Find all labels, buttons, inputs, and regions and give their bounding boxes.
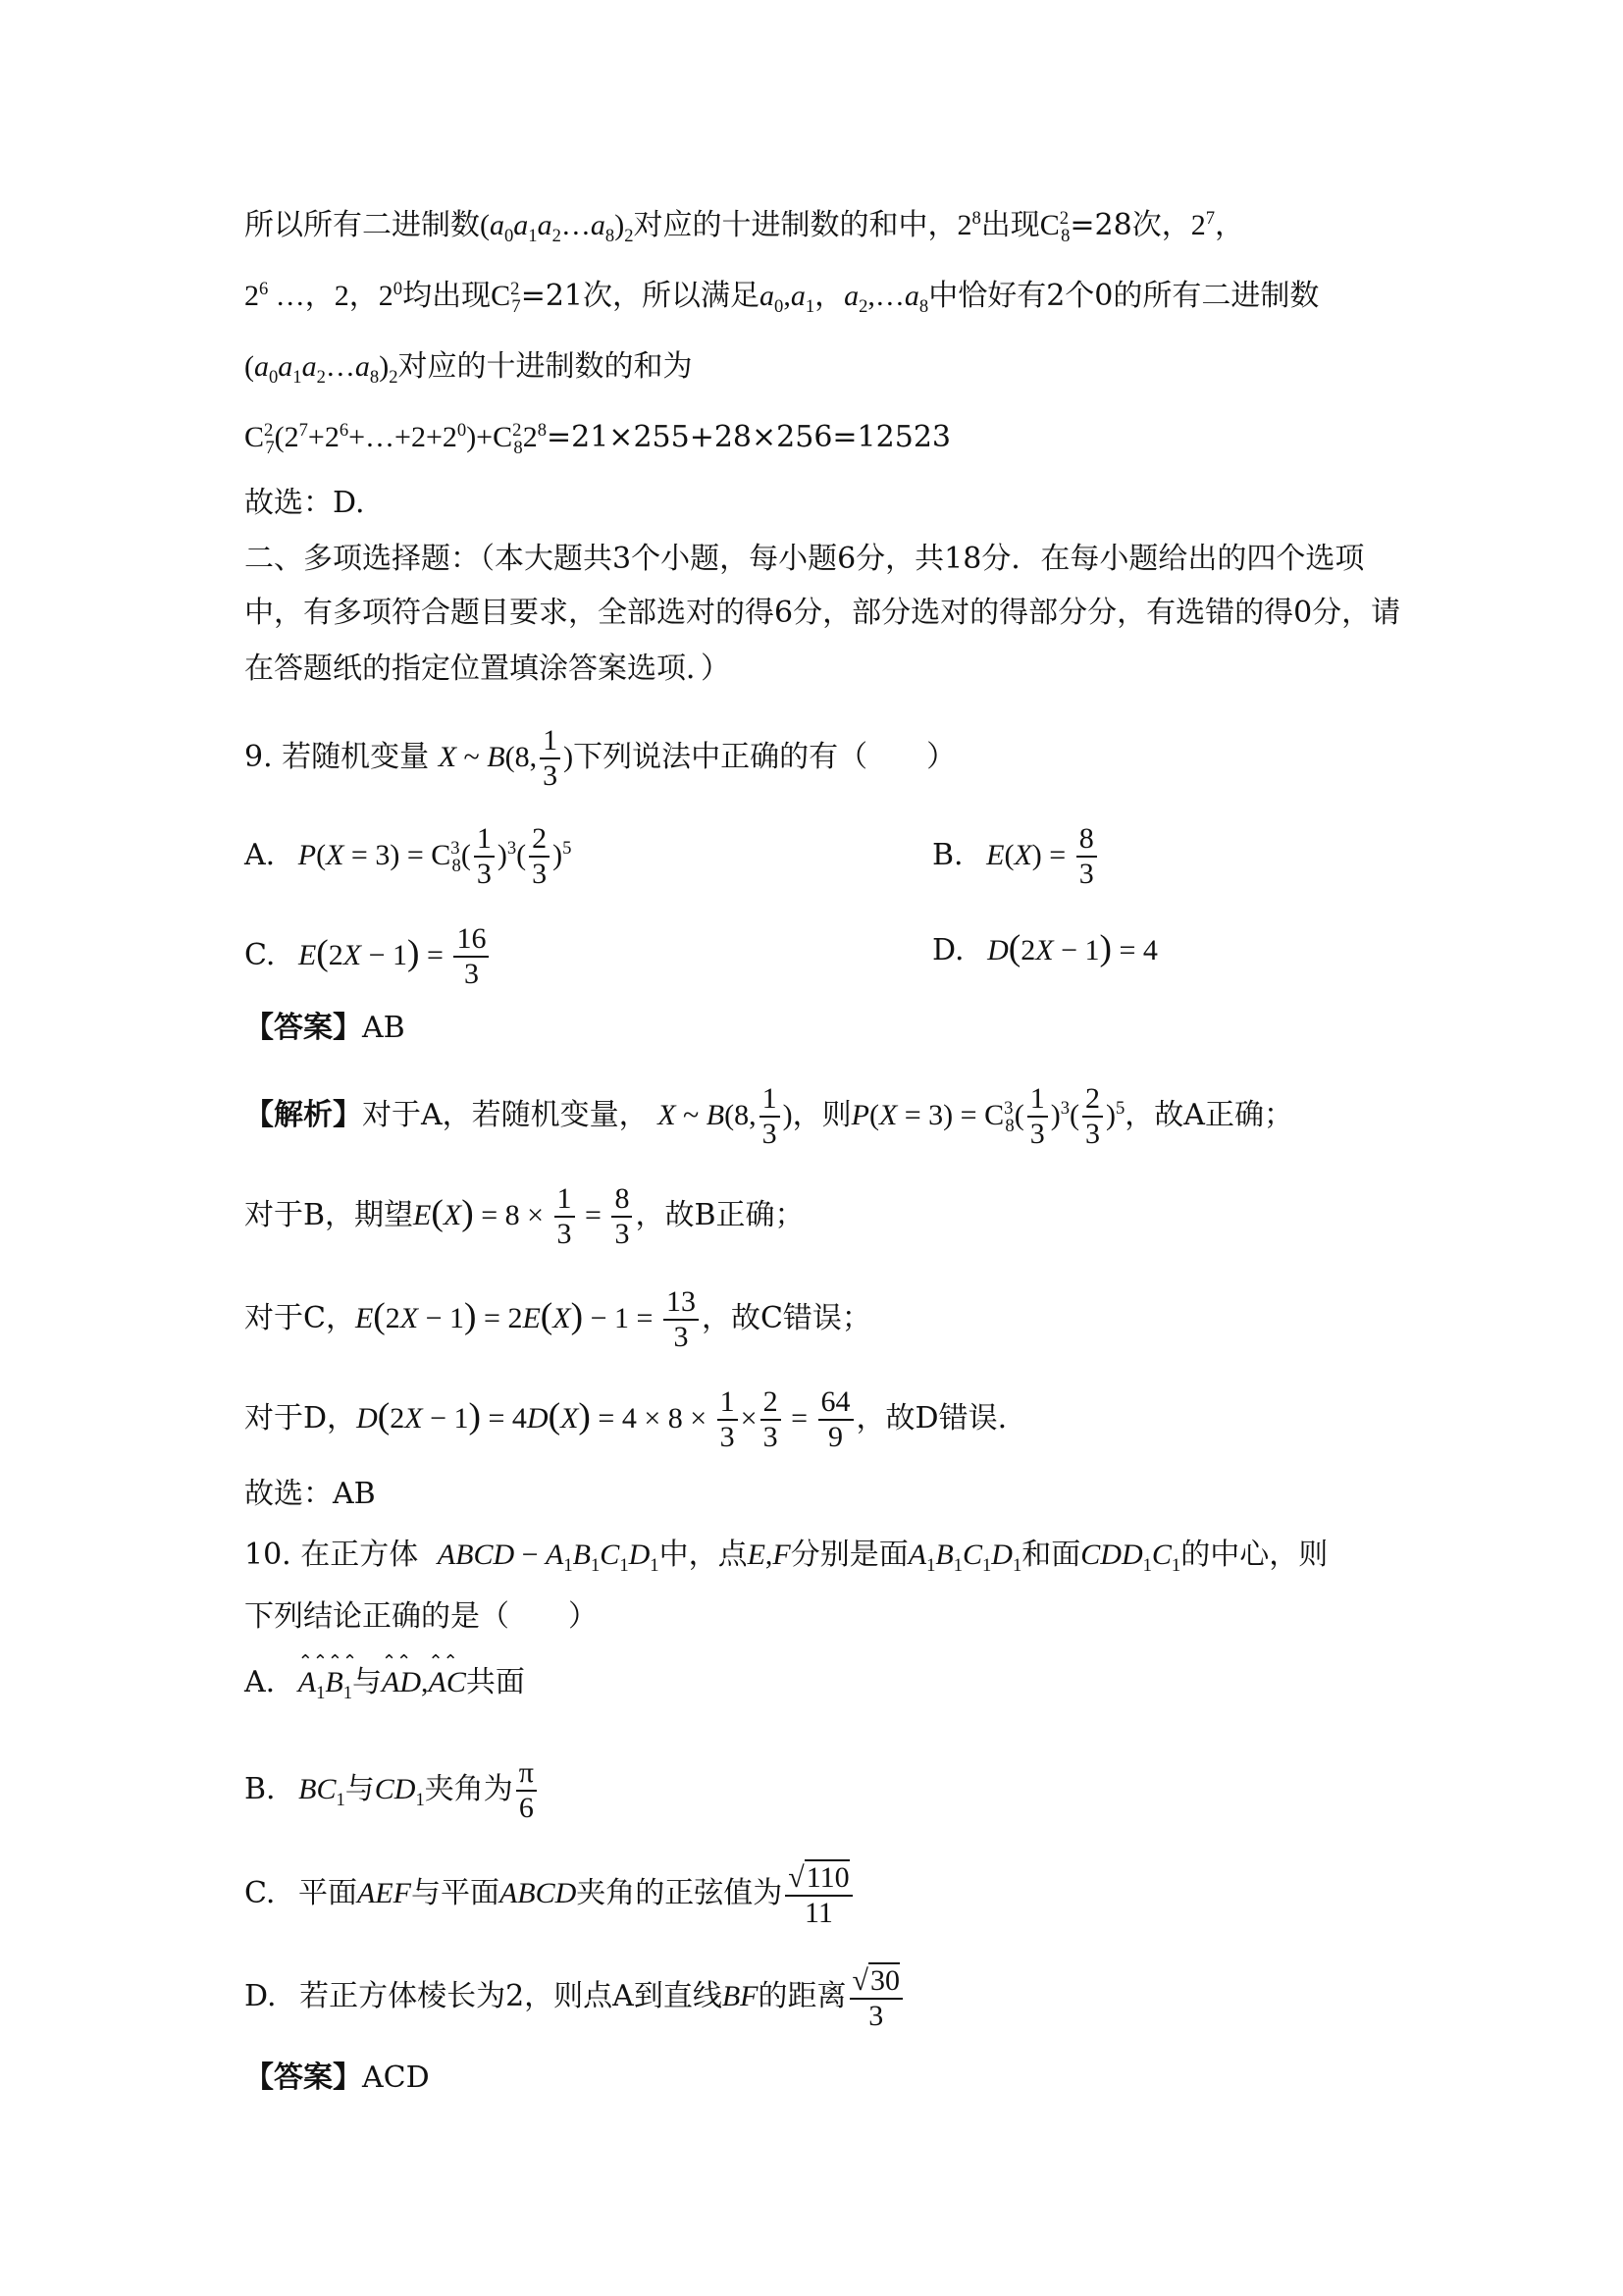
q10-option-c: C. 平面AEF与平面ABCD夹角的正弦值为 $\frac{√110}{11}$ [244, 1859, 856, 1930]
q9-choose: 故选：AB [244, 1477, 376, 1511]
q9-analysis-3: 对于C，E(2X − 1) = 2E(X) − 1 = $\frac{13}{3}$ ，故C错误； [244, 1285, 871, 1353]
q9-analysis-1: 【解析】对于A，若随机变量， X ~ B(8, $\frac{1}{3}$ )，则$P(X = 3) = C^3_8$( $\frac{1}{3}$ )$^3$( $\frac{2}{3}$ )$^5$，故A正确； [244, 1082, 1293, 1150]
q10-answer: 【答案】ACD [244, 2061, 430, 2095]
q9-answer: 【答案】AB [244, 1011, 405, 1045]
solution-line-4: $C^2_7(2^7+2^6+\dots+2+2^0)+C^2_82^8=21\times 255+28\times 256=12523$ [244, 420, 951, 458]
section-heading-line-3: 在答题纸的指定位置填涂答案选项．） [244, 652, 730, 686]
section-heading-line-2: 中，有多项符合题目要求，全部选对的得6分，部分选对的得部分分，有选错的得0分，请 [244, 596, 1401, 630]
solution-line-1: 所以所有二进制数$(a_0a_1a_2\dots a_8)_2$对应的十进制数的和中，$2^8$出现$C^2_8=28$次，$2^7$， [244, 208, 1244, 246]
q10-stem-line-1: 10. 在正方体 ABCD − $A_1B_1C_1D_1$中，点E,F分别是面$A_1B_1C_1D_1$和面$CDD_1C_1$的中心，则 [244, 1538, 1329, 1576]
q9-option-b: B. E(X) = $\frac{8}{3}$ [932, 822, 1100, 891]
q10-option-b: B. $BC_1$与$CD_1$夹角为 $\frac{\pi}{6}$ [244, 1756, 540, 1825]
q9-option-d: D. D(2X − 1) = 4 [932, 928, 1158, 968]
section-heading-line-1: 二、多项选择题：（本大题共3个小题，每小题6分，共18分．在每小题给出的四个选项 [244, 542, 1365, 576]
choose-d: 故选：D. [244, 486, 365, 520]
q9-stem: 9. 若随机变量 X ~ B(8, $\frac{1}{3}$ )下列说法中正确的有（ ） [244, 724, 957, 792]
q10-option-d: D. 若正方体棱长为2，则点A到直线BF的距离 $\frac{√30}{3}$ [244, 1962, 906, 2033]
q9-analysis-2: 对于B，期望E(X) = 8 × $\frac{1}{3}$ = $\frac{8}{3}$ ，故B正确； [244, 1182, 805, 1250]
solution-line-3: $(a_0a_1a_2\dots a_8)_2$对应的十进制数的和为 [244, 349, 693, 388]
q9-option-a: A. $P(X = 3) = C^3_8$( $\frac{1}{3}$ )$^3$( $\frac{2}{3}$ )$^5$ [244, 822, 572, 890]
fraction: $\frac{1}{3}$ [540, 724, 560, 793]
q9-option-c: C. E(2X − 1) = $\frac{16}{3}$ [244, 922, 492, 991]
q10-option-a: A. ⌃⌃⌃⌃ $A_1B_1$与 ⌃⌃ AD, ⌃⌃ AC共面 [244, 1651, 525, 1703]
q10-stem-line-2: 下列结论正确的是（ ） [244, 1599, 598, 1634]
solution-line-2: $2^6$ …，2，$2^0$均出现$C^2_7=21$次，所以满足$a_0,a_1$，$a_2,\dots a_8$中恰好有2个0的所有二进制数 [244, 279, 1320, 317]
q9-analysis-4: 对于D，D(2X − 1) = 4D(X) = 4 × 8 × $\frac{1}{3}$ × $\frac{2}{3}$ = $\frac{64}{9}$ ，故D错误. [244, 1385, 1008, 1453]
